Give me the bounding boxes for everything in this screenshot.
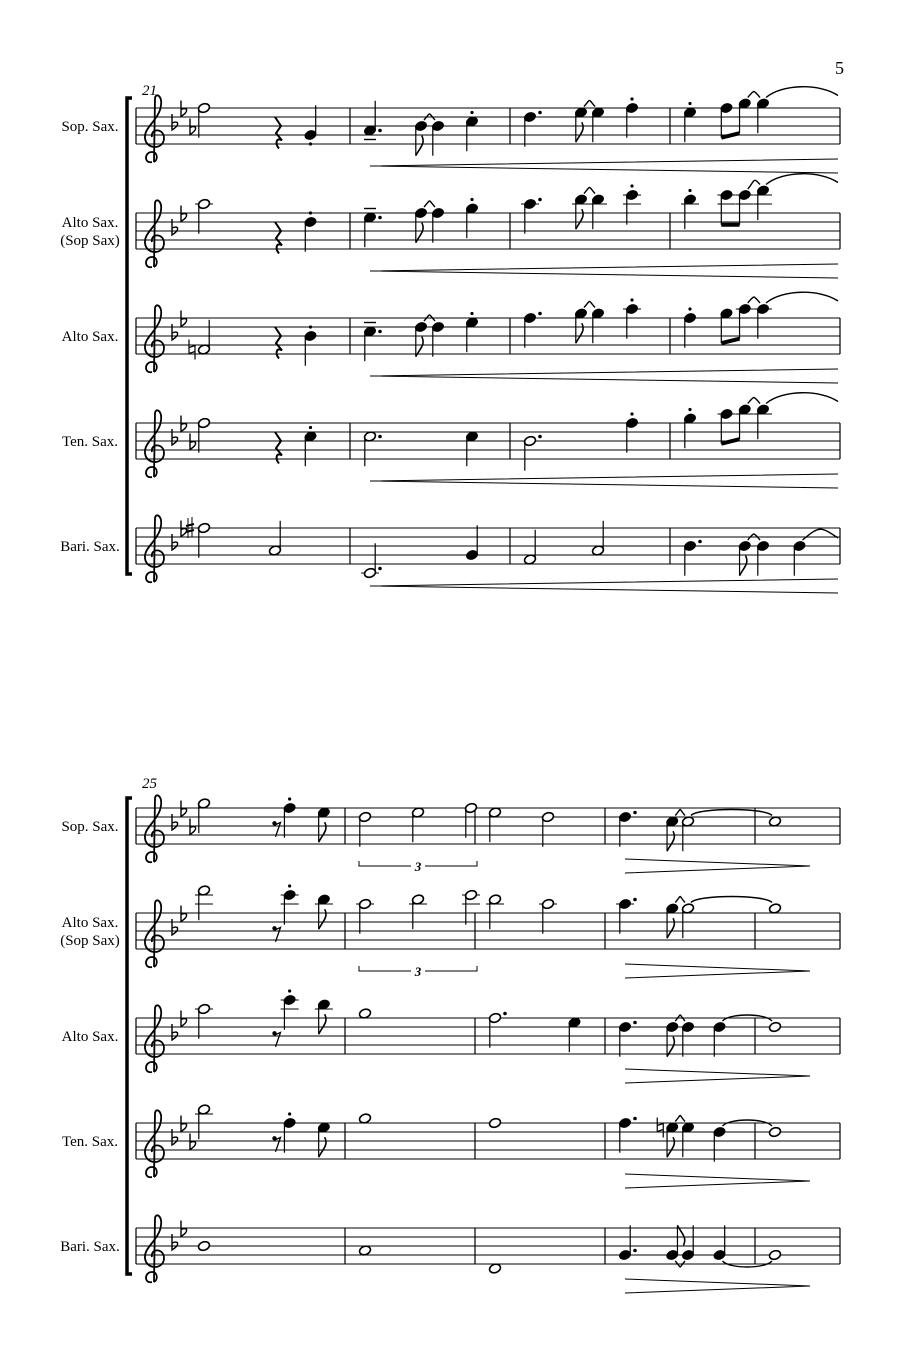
flat-sign [172, 1234, 178, 1250]
note [768, 1021, 781, 1033]
flat-sign [181, 1116, 187, 1132]
note [317, 1122, 330, 1157]
flag [319, 1137, 326, 1157]
staccato [630, 97, 633, 100]
instrument-name: Sop. Sax. [61, 819, 119, 835]
treble-clef [145, 410, 164, 477]
note [713, 1021, 726, 1056]
instrument-name: Alto Sax. [61, 1029, 119, 1045]
note [666, 816, 679, 851]
system-1 [60, 83, 840, 593]
dot [378, 330, 382, 334]
note [431, 321, 444, 356]
note [616, 898, 637, 934]
crescendo-hairpin [370, 579, 838, 593]
staccato [688, 408, 691, 411]
system-2 [60, 776, 840, 1293]
note [574, 308, 587, 343]
note [681, 903, 694, 938]
note [736, 189, 754, 224]
treble-clef [145, 1215, 164, 1282]
instrument-name: Alto Sax. (Sop Sax) [60, 215, 120, 249]
staccato [688, 189, 691, 192]
flat-sign [172, 324, 178, 340]
flat-sign [172, 114, 178, 130]
tie [748, 92, 760, 98]
note [623, 298, 641, 338]
note [666, 1021, 679, 1056]
notehead [488, 1117, 501, 1129]
crescendo-hairpin [370, 264, 838, 278]
flag [319, 822, 326, 842]
staccato [309, 142, 312, 145]
note [268, 521, 281, 556]
flag [576, 209, 583, 229]
note [281, 989, 299, 1029]
note [754, 185, 772, 220]
note [683, 307, 696, 347]
note [411, 807, 424, 842]
flat-sign [172, 919, 178, 935]
flat-sign [181, 521, 187, 537]
flat-sign [190, 819, 196, 835]
dot [538, 435, 542, 439]
note [431, 207, 444, 242]
flat-sign [172, 1129, 178, 1145]
flag [319, 1014, 326, 1034]
flat-sign [172, 429, 178, 445]
tie [748, 180, 760, 189]
note [195, 1003, 213, 1038]
note [414, 207, 427, 242]
note [736, 404, 754, 439]
staccato [630, 184, 633, 187]
note [431, 120, 444, 155]
note [756, 98, 769, 133]
instrument-name: Sop. Sax. [61, 119, 119, 135]
flat-sign [172, 814, 178, 830]
note [197, 798, 210, 833]
notehead [197, 1240, 210, 1252]
tie [766, 292, 838, 303]
note [681, 816, 694, 851]
instrument-name: Bari. Sax. [60, 539, 120, 555]
dot [538, 312, 542, 316]
staff-sop [61, 87, 840, 173]
note [625, 412, 638, 452]
dot [378, 567, 382, 571]
tie [675, 897, 685, 903]
flat-sign [172, 1024, 178, 1040]
note [523, 530, 536, 565]
dot [378, 216, 382, 220]
treble-clef [145, 305, 164, 372]
staff-bari [60, 1215, 840, 1293]
dot [633, 898, 637, 902]
beam [721, 439, 739, 444]
flat-sign [190, 119, 196, 135]
note [317, 807, 330, 842]
note [195, 885, 213, 920]
note [618, 1117, 636, 1153]
note [465, 525, 478, 560]
treble-clef [145, 515, 164, 582]
note [363, 209, 381, 248]
note [736, 303, 754, 338]
staff-sop [61, 795, 840, 874]
flat-sign [181, 101, 187, 117]
dot [503, 1012, 507, 1016]
note [618, 1021, 636, 1057]
flag [576, 323, 583, 343]
dot [538, 198, 542, 202]
staccato [470, 111, 473, 114]
staccato [688, 102, 691, 105]
instrument-name: Alto Sax. [61, 329, 119, 345]
staff-alto [62, 292, 840, 383]
dot [633, 1021, 637, 1025]
notehead [768, 1126, 781, 1138]
instrument-name: Ten. Sax. [61, 1134, 119, 1150]
staff-alto-sop [60, 174, 840, 278]
flat-sign [181, 801, 187, 817]
flag [576, 122, 583, 142]
note [591, 308, 604, 343]
crescendo-hairpin [370, 474, 838, 488]
dot [633, 811, 637, 815]
staccato [309, 325, 312, 328]
tuplet-number: 3 [414, 859, 422, 874]
natural-sign [189, 340, 195, 360]
flat-sign [181, 311, 187, 327]
treble-clef [145, 900, 164, 967]
note [465, 198, 478, 238]
note [681, 1225, 694, 1260]
note [756, 540, 769, 575]
note [281, 884, 299, 924]
note [768, 1126, 781, 1138]
note [195, 1104, 213, 1139]
flat-sign [172, 219, 178, 235]
treble-clef [145, 1110, 164, 1177]
beam [721, 133, 739, 138]
note [793, 540, 806, 575]
note [361, 543, 382, 578]
tie [424, 201, 435, 207]
treble-clef [145, 200, 164, 267]
note [738, 98, 751, 133]
note [465, 431, 478, 466]
note [591, 107, 604, 142]
note [363, 323, 381, 362]
flag [667, 831, 674, 851]
page-number: 5 [835, 58, 844, 78]
note [683, 408, 696, 448]
flat-sign [190, 1134, 196, 1150]
note [681, 1122, 694, 1157]
staccato [630, 298, 633, 301]
flat-sign [172, 534, 178, 550]
staccato [309, 426, 312, 429]
beam [721, 339, 739, 344]
note [589, 194, 607, 229]
tie [748, 398, 760, 404]
note [523, 111, 541, 147]
flat-sign [181, 416, 187, 432]
note [358, 811, 371, 846]
note [304, 105, 317, 145]
eighth-rest [272, 1031, 280, 1047]
flag [416, 136, 423, 156]
note [768, 1249, 781, 1261]
tie [766, 174, 838, 185]
staff-alto-sop [60, 884, 840, 979]
flag [740, 556, 747, 576]
staccato [288, 989, 291, 992]
staccato [288, 797, 291, 800]
flat-sign [190, 434, 196, 450]
staccato [470, 198, 473, 201]
flat-sign [181, 1011, 187, 1027]
tie [675, 1116, 685, 1122]
tie [803, 529, 839, 540]
staccato [630, 412, 633, 415]
staff-ten [62, 1104, 840, 1188]
staff-ten [62, 393, 840, 488]
note [713, 1225, 726, 1260]
note [568, 1017, 581, 1052]
tie [766, 87, 838, 98]
staff-alto [62, 989, 840, 1083]
flat-sign [181, 906, 187, 922]
tie [584, 101, 595, 107]
crescendo-hairpin [370, 369, 838, 383]
dot [378, 129, 382, 133]
notehead [768, 1249, 781, 1261]
note [754, 303, 772, 338]
measure-number: 25 [142, 776, 157, 792]
treble-clef [145, 795, 164, 862]
instrument-name: Bari. Sax. [60, 1239, 120, 1255]
flag [667, 918, 674, 938]
note [572, 194, 590, 229]
note [414, 120, 427, 155]
measure-number: 21 [142, 83, 157, 99]
staff-bari [60, 515, 840, 593]
note [718, 408, 736, 443]
note [754, 404, 772, 439]
tuplet-number: 3 [414, 964, 422, 979]
note [718, 189, 736, 224]
tie [766, 393, 838, 404]
note [541, 811, 554, 846]
note [414, 321, 427, 356]
tie [584, 302, 595, 308]
treble-clef [145, 1005, 164, 1072]
note [283, 1112, 296, 1152]
dot [378, 435, 382, 439]
eighth-rest [272, 821, 280, 837]
note [304, 211, 317, 251]
note [315, 894, 333, 929]
dot [698, 540, 702, 544]
flat-sign [181, 206, 187, 222]
tie [584, 188, 595, 194]
diminuendo-hairpin [625, 859, 810, 873]
note [539, 898, 557, 933]
note [283, 797, 296, 837]
eighth-rest [272, 926, 280, 942]
instrument-name: Ten. Sax. [61, 434, 119, 450]
note [363, 101, 381, 140]
treble-clef [145, 95, 164, 162]
note [488, 807, 501, 842]
staccato [309, 211, 312, 214]
tie [691, 810, 772, 816]
flag [319, 909, 326, 929]
note [464, 802, 477, 837]
note [618, 811, 636, 847]
note [625, 97, 638, 137]
note [523, 312, 541, 348]
dot [538, 111, 542, 115]
dot [633, 1117, 637, 1121]
note [197, 1240, 210, 1252]
dot [633, 1249, 637, 1253]
staccato [470, 312, 473, 315]
note [195, 198, 213, 233]
system-bracket [127, 98, 132, 574]
note [363, 431, 381, 466]
staccato [288, 1112, 291, 1115]
note [486, 894, 504, 929]
instrument-name: Alto Sax. (Sop Sax) [60, 915, 120, 949]
note [197, 102, 210, 137]
note [574, 107, 587, 142]
tie [691, 897, 772, 903]
note [681, 1021, 694, 1056]
diminuendo-hairpin [625, 1174, 810, 1188]
diminuendo-hairpin [625, 1069, 810, 1083]
staccato [688, 307, 691, 310]
note [304, 325, 317, 365]
flag [667, 1137, 674, 1157]
note [591, 521, 604, 556]
tie [675, 810, 685, 816]
note [488, 1117, 501, 1129]
note [666, 903, 679, 938]
notehead [768, 1021, 781, 1033]
note [197, 417, 210, 452]
diminuendo-hairpin [625, 964, 810, 978]
note [720, 102, 733, 137]
note [523, 435, 541, 471]
note [409, 894, 427, 929]
note [623, 184, 641, 224]
tie [748, 297, 760, 303]
eighth-rest [272, 1136, 280, 1152]
natural-sign [657, 1118, 663, 1138]
system-bracket [127, 798, 132, 1274]
note [681, 189, 699, 229]
crescendo-hairpin [370, 159, 838, 173]
note [521, 198, 542, 234]
note [488, 1012, 506, 1048]
note [738, 540, 751, 575]
note [315, 999, 333, 1034]
note [462, 889, 480, 924]
note [356, 898, 374, 933]
staccato [288, 884, 291, 887]
note [683, 540, 701, 576]
diminuendo-hairpin [625, 1279, 810, 1293]
note [720, 308, 733, 343]
flat-sign [181, 1221, 187, 1237]
note [713, 1126, 726, 1161]
